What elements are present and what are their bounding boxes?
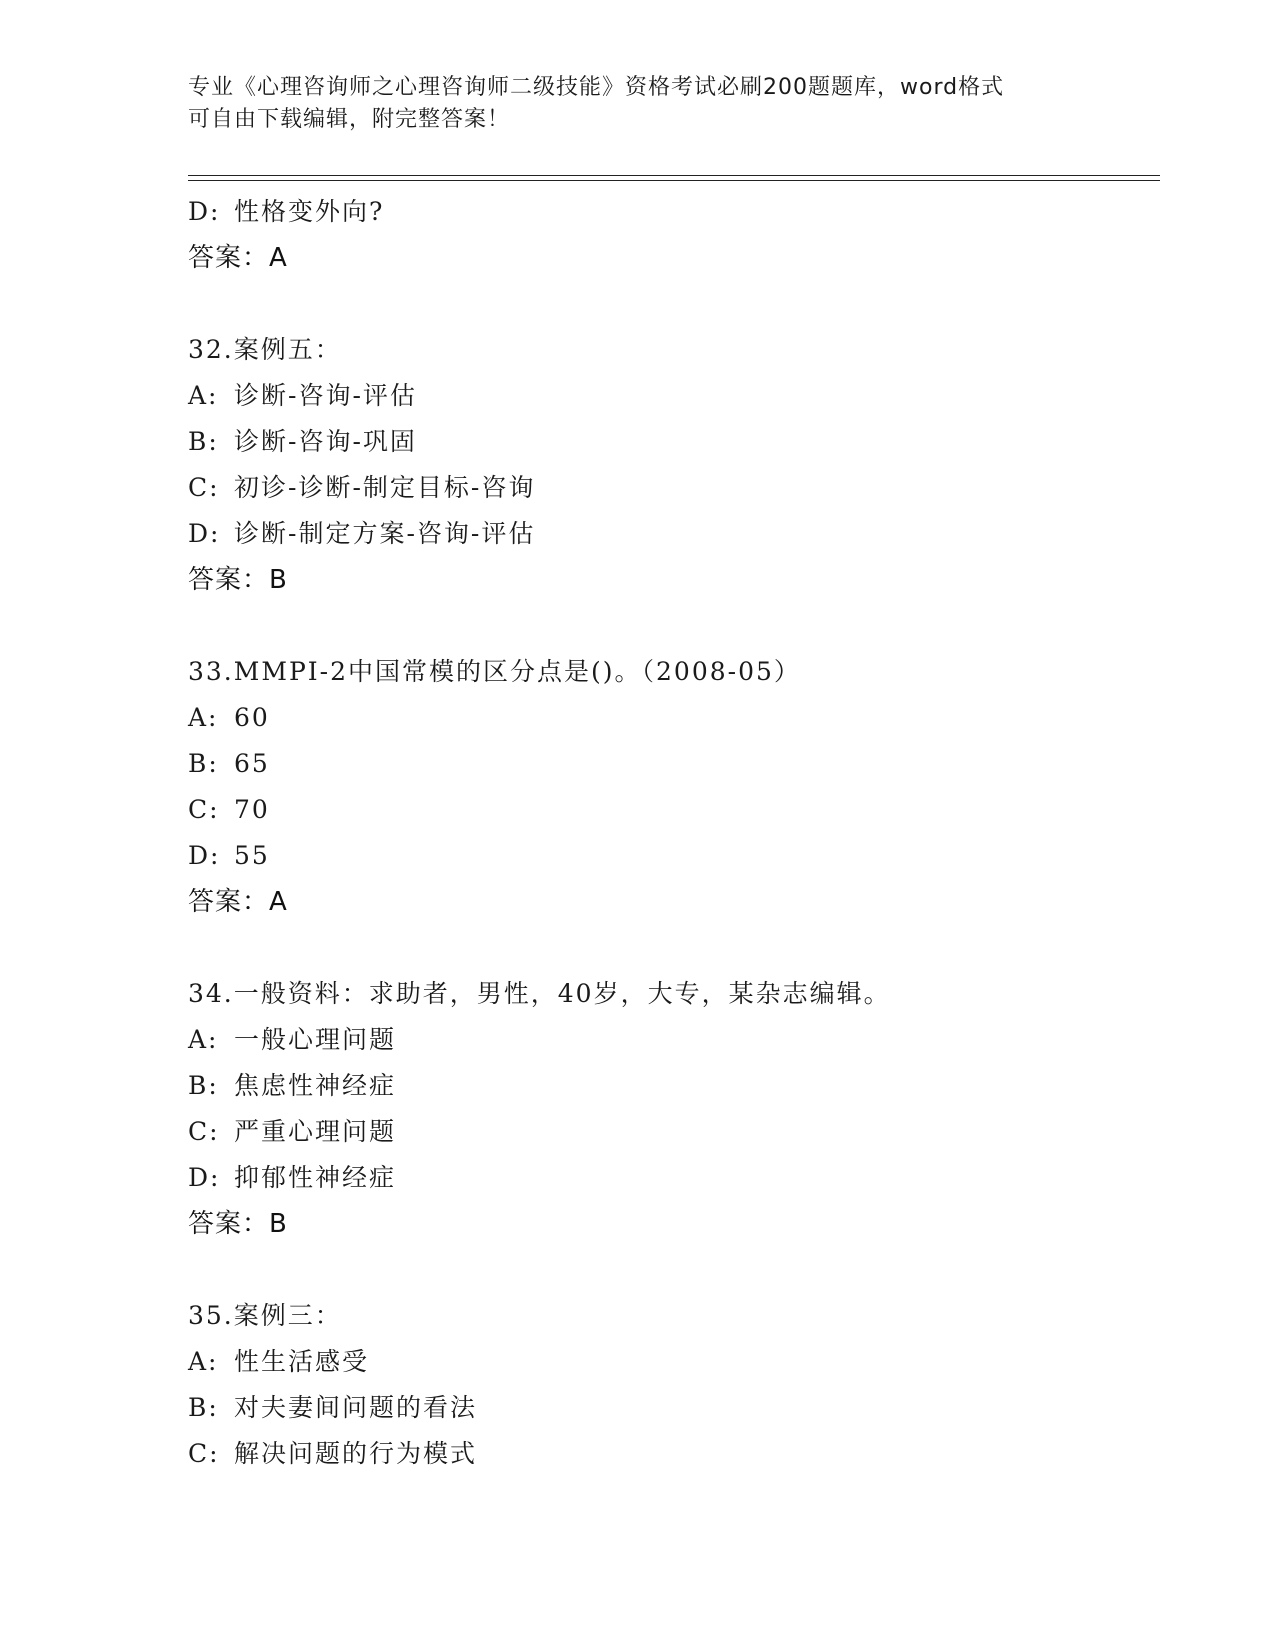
answer-prefix: 答案： xyxy=(188,243,270,273)
option-label: B: xyxy=(188,427,219,456)
option-b xyxy=(188,741,1160,787)
option-c xyxy=(188,787,1160,833)
option-text: 抑郁性神经症 xyxy=(234,1163,397,1192)
header-divider-bottom xyxy=(188,180,1160,181)
option-a xyxy=(188,1339,1160,1385)
option-label: C: xyxy=(188,1439,220,1468)
answer-prefix: 答案： xyxy=(188,565,270,595)
answer-line xyxy=(188,1201,1160,1247)
option-text: 严重心理问题 xyxy=(234,1117,397,1146)
option-label: D: xyxy=(188,1163,221,1192)
option-text: 诊断-咨询-评估 xyxy=(234,381,417,410)
question-stem: 33.MMPI-2中国常模的区分点是()。（2008-05） xyxy=(188,657,801,686)
option-c xyxy=(188,1109,1160,1155)
option-label: D: xyxy=(188,197,221,226)
option-text: 一般心理问题 xyxy=(234,1025,397,1054)
option-text: 55 xyxy=(234,841,270,870)
option-text: 焦虑性神经症 xyxy=(234,1071,397,1100)
option-label: A: xyxy=(188,1025,219,1054)
option-d xyxy=(188,833,1160,879)
option-d xyxy=(188,1155,1160,1201)
option-text: 解决问题的行为模式 xyxy=(234,1439,478,1468)
question-stem: 35.案例三： xyxy=(188,1301,342,1330)
answer-line xyxy=(188,235,1160,281)
document-header xyxy=(188,72,1068,136)
answer-prefix: 答案： xyxy=(188,1209,270,1239)
option-text: 70 xyxy=(234,795,270,824)
option-label: B: xyxy=(188,1393,219,1422)
option-a xyxy=(188,695,1160,741)
question-32 xyxy=(188,327,1160,603)
option-text: 诊断-制定方案-咨询-评估 xyxy=(234,519,536,548)
option-a xyxy=(188,1017,1160,1063)
answer-value: B xyxy=(269,565,288,595)
option-label: D: xyxy=(188,841,221,870)
option-label: A: xyxy=(188,703,219,732)
option-d xyxy=(188,189,1160,235)
header-divider-top xyxy=(188,175,1160,176)
option-b xyxy=(188,1063,1160,1109)
option-text: 初诊-诊断-制定目标-咨询 xyxy=(234,473,536,502)
answer-line xyxy=(188,557,1160,603)
answer-prefix: 答案： xyxy=(188,887,270,917)
header-title-line2: 可自由下载编辑，附完整答案！ xyxy=(188,107,511,132)
answer-line xyxy=(188,879,1160,925)
option-label: C: xyxy=(188,795,220,824)
option-text: 对夫妻间问题的看法 xyxy=(234,1393,478,1422)
option-label: A: xyxy=(188,1347,219,1376)
option-label: C: xyxy=(188,473,220,502)
option-text: 65 xyxy=(234,749,270,778)
answer-value: A xyxy=(269,887,288,917)
option-label: B: xyxy=(188,1071,219,1100)
answer-value: B xyxy=(269,1209,288,1239)
option-c xyxy=(188,1431,1160,1477)
question-stem: 34.一般资料：求助者，男性，40岁，大专，某杂志编辑。 xyxy=(188,979,891,1008)
option-b xyxy=(188,1385,1160,1431)
question-stem: 32.案例五： xyxy=(188,335,342,364)
option-b xyxy=(188,419,1160,465)
option-label: D: xyxy=(188,519,221,548)
option-text: 诊断-咨询-巩固 xyxy=(234,427,417,456)
option-text: 60 xyxy=(234,703,270,732)
option-label: B: xyxy=(188,749,219,778)
question-33 xyxy=(188,649,1160,925)
header-title-line1: 专业《心理咨询师之心理咨询师二级技能》资格考试必刷200题题库，word格式 xyxy=(188,75,1005,100)
option-d xyxy=(188,511,1160,557)
option-c xyxy=(188,465,1160,511)
question-35 xyxy=(188,1293,1160,1477)
option-text: 性格变外向? xyxy=(234,197,385,226)
option-text: 性生活感受 xyxy=(234,1347,370,1376)
option-a xyxy=(188,373,1160,419)
answer-value: A xyxy=(269,243,288,273)
question-34 xyxy=(188,971,1160,1247)
option-label: A: xyxy=(188,381,219,410)
option-label: C: xyxy=(188,1117,220,1146)
question-list xyxy=(188,189,1160,1477)
